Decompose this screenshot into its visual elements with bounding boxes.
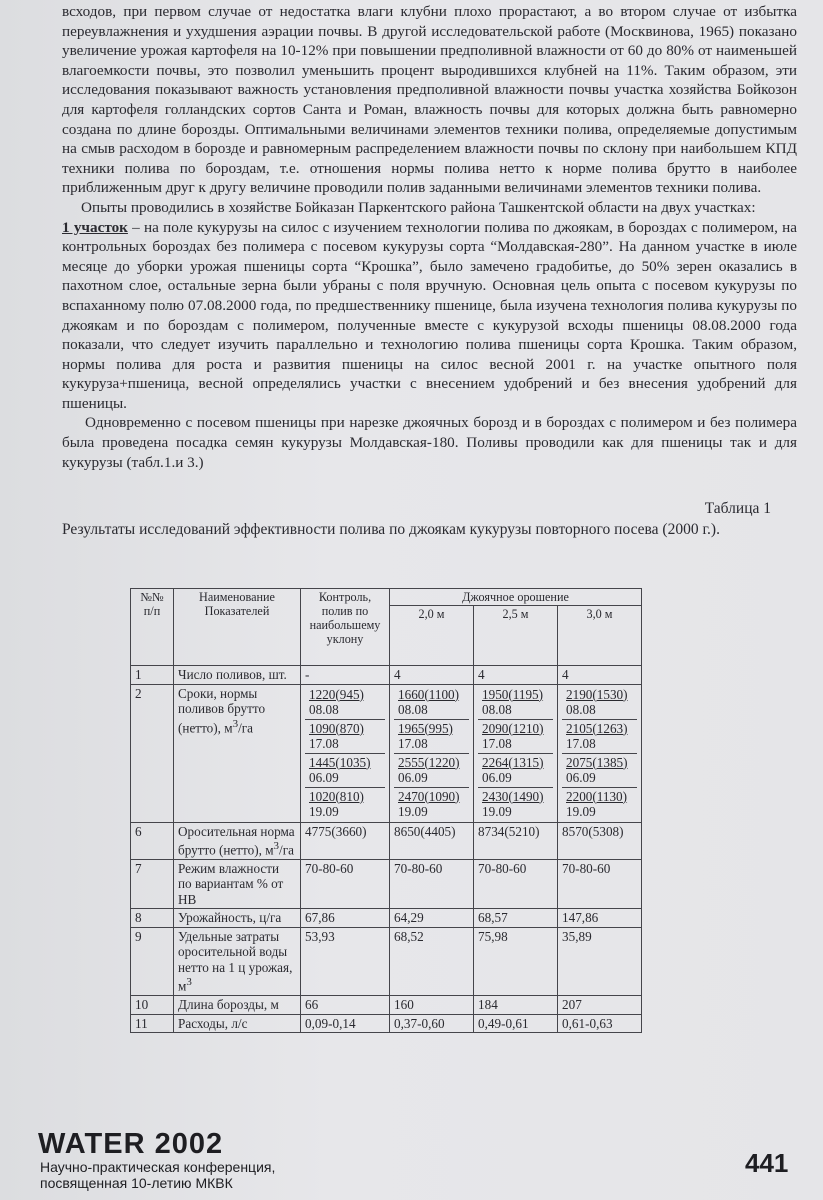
table-row: 2 Сроки, нормы поливов брутто (нетто), $м^3/га$ 1220(945) 08.08 1090(870) 17.08 1445(1035) 06.09 1020(810) 19.09 1660(1100) 08.08 1965(995) 17.08 2555(1220) 06.09 2470(1090) 19.09 1950(1195) 08.08 2090(1210) 17.08 2264(1315) 06.09 2430(1490) 19.09 2190(1530) 08.08 2105(1263) 17.08 2075(1385) 06.09 2200(1130) 19.09 [131,684,642,822]
paragraph-plot1 [62,218,797,414]
table-row: 9 Удельные затраты оросительной воды нетто на 1 ц урожая, $м^3$ 53,93 68,52 75,98 35,89 [131,927,642,995]
paragraph-1: всходов, при первом случае от недостатка влаги клубни плохо прорастают, а во втором случае от избытка переувлажнения и ухудшения аэрации почвы. В другой исследовательской работе (Москвинова, 1965) показано увеличение урожая картофеля на 10-12% при повышении предполивной влажности от 60 до 80% от наименьшей влагоемкости почвы, это позволил уменьшить процент выродившихся клубней на 11%. Таким образом, эти исследования показывают важность установления предполивной влажности почвы участка хозяйства Бойкозон для картофеля голландских сортов Санта и Роман, влажность почвы для которых должна быть равномерно создана по длине борозды. Оптимальными величинами элементов техники полива, определяемые допустимым на смыв расходом в борозде и равномерным распределением влажности почвы по склону при наибольшем КПД техники полива по бороздам, т.е. отношения нормы полива нетто к норме полива брутто в наиболее приближенным друг к другу величине проводили полив заданными величинами элементов техники полива. [62,3,797,197]
header-control: Контроль, полив по наибольшему уклону [301,589,390,666]
header-3m: 3,0 м [558,606,642,666]
header-num: №№ п/п [131,589,174,666]
results-table [130,588,642,1033]
row6-name: Оросительная норма брутто (нетто), $м^3/га$ [174,822,301,859]
table-row: 8 Урожайность, ц/га 67,86 64,29 68,57 147,86 [131,909,642,928]
conference-subtitle: Научно-практическая конференция, посвященная 10-летию МКВК [40,1159,276,1191]
plot1-text: – на поле кукурузы на силос с изучением технологии полива по джоякам, в бороздах с полимером, на контрольных бороздах без полимера с посевом кукурузы сорта “Молдавская-280”. На данном участке в июле месяце до уборки урожая пшеницы сорта “Крошка”, было замечено градобитье, до 50% зерен оказались в пахотном слое, остальные зерна были убраны с поля вручную. Основная цель опыта с посевом кукурузы по вспаханному полю 07.08.2000 года, по предшественнику пшенице, была изучена технология полива кукурузы по джоякам и по бороздам с полимером, полученные вместе с кукурузой всходы пшеницы 08.08.2000 года показали, что следует изучить параллельно и технологию полива пшеницы сорта Крошка. Таким образом, нормы полива для роста и развития пшеницы на силос весной 2001 г. на участке опытного поля кукуруза+пшеница, весной определялись участки с внесением удобрений и без внесения удобрений для пшеницы. [62,218,797,412]
row2-3m: 2190(1530) 08.08 2105(1263) 17.08 2075(1385) 06.09 2200(1130) 19.09 [558,684,642,822]
table-row: 11 Расходы, л/с 0,09-0,14 0,37-0,60 0,49-0,61 0,61-0,63 [131,1014,642,1033]
body-text [62,2,797,472]
table-caption: Результаты исследований эффективности полива по джоякам кукурузы повторного посева (2000 г.). [62,521,720,538]
table-header-row [131,589,642,606]
row2-name: Сроки, нормы поливов брутто (нетто), $м^3/га$ [174,684,301,822]
row9-name: Удельные затраты оросительной воды нетто на 1 ц урожая, $м^3$ [174,927,301,995]
header-name: Наименование Показателей [174,589,301,666]
row2-2-5m: 1950(1195) 08.08 2090(1210) 17.08 2264(1315) 06.09 2430(1490) 19.09 [474,684,558,822]
table-row: 7 Режим влажности по вариантам % от НВ 70-80-60 70-80-60 70-80-60 70-80-60 [131,859,642,909]
plot1-label: 1 участок [62,218,128,236]
header-2m: 2,0 м [390,606,474,666]
table-row: 6 Оросительная норма брутто (нетто), $м^3/га$ 4775(3660) 8650(4405) 8734(5210) 8570(5308) [131,822,642,859]
paragraph-last: Одновременно с посевом пшеницы при нарезке джоячных борозд и в бороздах с полимером и без полимера была проведена посадка семян кукурузы Молдавская-180. Поливы проводили как для пшеницы так и для кукурузы (табл.1.и 3.) [62,414,797,471]
table-row: 10 Длина борозды, м 66 160 184 207 [131,996,642,1015]
header-joyak: Джоячное орошение [390,589,642,606]
page-number: 441 [745,1148,789,1178]
conference-logo: WATER 2002 [38,1128,224,1160]
paragraph-2: Опыты проводились в хозяйстве Бойказан Паркентского района Ташкентской области на двух участках: [80,198,756,216]
row2-2m: 1660(1100) 08.08 1965(995) 17.08 2555(1220) 06.09 2470(1090) 19.09 [390,684,474,822]
header-2-5m: 2,5 м [474,606,558,666]
row2-control: 1220(945) 08.08 1090(870) 17.08 1445(1035) 06.09 1020(810) 19.09 [301,684,390,822]
table-label: Таблица 1 [704,500,771,517]
table-row: 1 Число поливов, шт. - 4 4 4 [131,666,642,685]
